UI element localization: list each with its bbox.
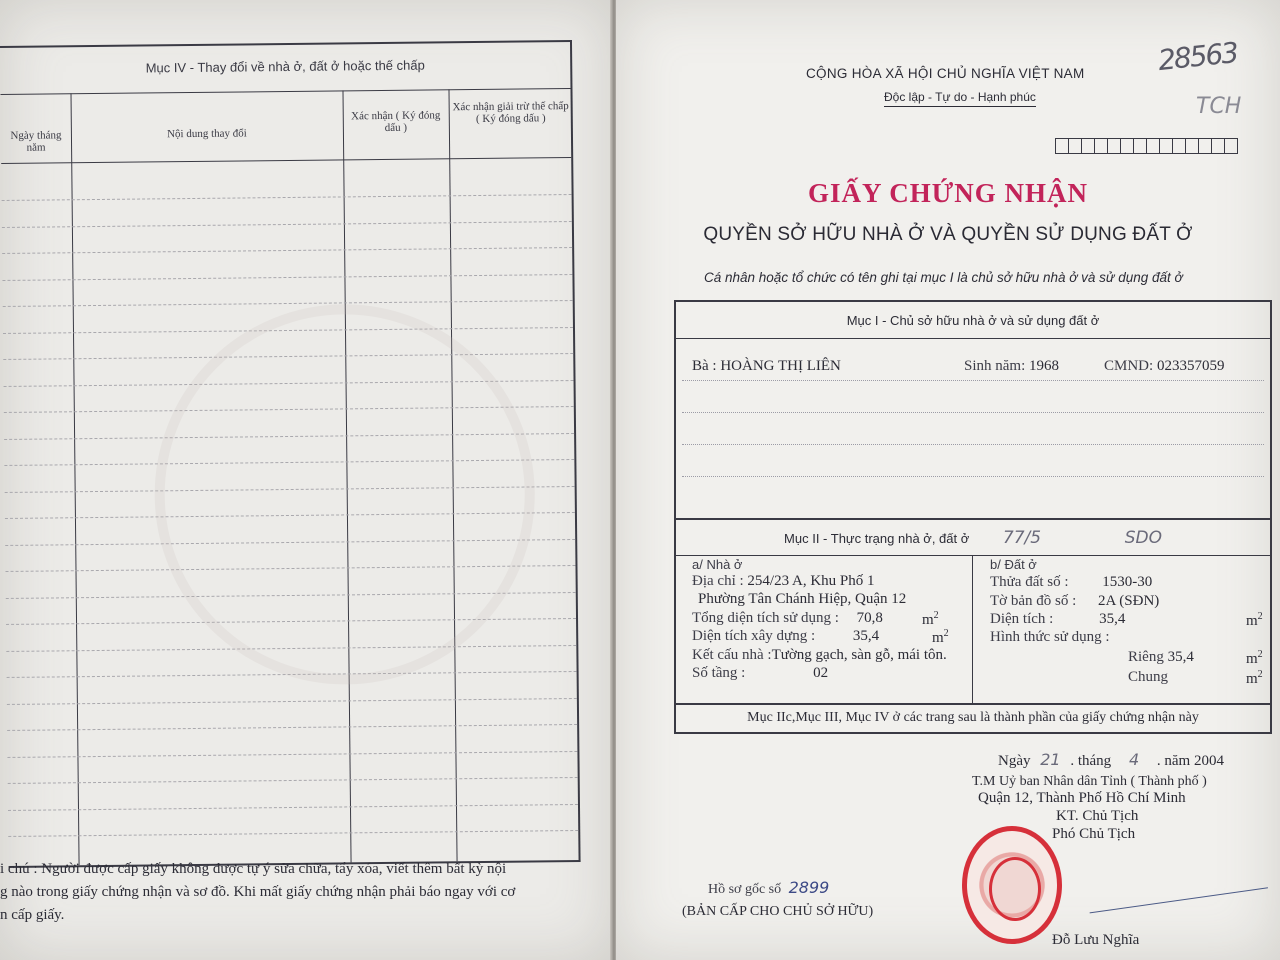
ruled-line: [7, 724, 577, 731]
land-area: 35,4: [1099, 611, 1126, 627]
left-page: [0, 0, 612, 960]
private-label: Riêng: [1128, 649, 1164, 665]
column-header-mortgage-release: Xác nhận giải trừ thế chấp ( Ký đóng dấu ): [452, 100, 569, 126]
column-divider: [70, 93, 79, 865]
ruled-line: [8, 830, 578, 837]
certificate-title: GIẤY CHỨNG NHẬN: [808, 178, 1088, 208]
record-number: Hồ sơ gốc số 2899: [708, 878, 830, 897]
section-property: Mục II - Thực trạng nhà ở, đất ở 77/5 SDO a/ Nhà ở Địa chỉ : 254/23 A, Khu Phố 1 Phường Tân Chánh Hiệp, Quận 12 Tổng diện tích sử dụng : 70,8 $m^2$ Diện tích xây dựng : 35,4 $m^2$ Kết cấu nhà :Tường gạch, sàn gỗ, mái tôn. Số tầng : 02 b/ Đất ở Thửa đất số : 1530-30 Tờ bản đồ số : 2A (SĐN) Diện tích : 35,4 $m^2$ Hình thức sử dụng : Riêng 35,4 $m^2$ Chung $m^2$: [674, 519, 1272, 705]
total-area: 70,8: [856, 610, 883, 626]
ruled-line: [8, 777, 578, 784]
issue-month: 4: [1128, 750, 1140, 769]
built-area-label: Diện tích xây dựng :: [692, 628, 816, 644]
house-heading: a/ Nhà ở: [692, 557, 743, 572]
serial-box: [1185, 138, 1199, 154]
ruled-lines: [0, 42, 570, 48]
floors-label: Số tầng :: [692, 665, 746, 681]
section-i-header: Mục I - Chủ sở hữu nhà ở và sử dụng đất ở: [676, 302, 1270, 339]
shared-label: Chung: [1128, 669, 1169, 685]
floors: 02: [813, 665, 829, 681]
serial-box: [1107, 138, 1121, 154]
national-motto: Độc lập - Tự do - Hạnh phúc: [884, 90, 1036, 107]
serial-box: [1198, 138, 1212, 154]
ruled-line: [7, 697, 577, 704]
private-area: 35,4: [1167, 649, 1194, 665]
address-line-1: 254/23 A, Khu Phố 1: [747, 573, 875, 589]
serial-number-boxes: [1056, 138, 1238, 154]
ruled-line: [2, 194, 572, 201]
note-line: g nào trong giấy chứng nhận và sơ đồ. Khi mất giấy chứng nhận phải báo ngay với cơ: [0, 884, 516, 900]
parcel-label: Thửa đất số :: [990, 574, 1069, 590]
serial-box: [1081, 138, 1095, 154]
column-header-content: Nội dung thay đổi: [166, 127, 247, 141]
column-divider: [972, 555, 973, 703]
serial-box: [1224, 138, 1238, 154]
owner-name: Bà : HOÀNG THỊ LIÊN: [692, 358, 841, 374]
ruled-line: [2, 247, 572, 254]
signatory-name: Đỗ Lưu Nghĩa: [1052, 932, 1140, 948]
copy-note: (BẢN CẤP CHO CHỦ SỞ HỮU): [682, 904, 874, 919]
built-area: 35,4: [852, 628, 880, 644]
signature: [1084, 848, 1268, 914]
handwritten-mark: TCH: [1196, 94, 1242, 119]
birth-year: 1968: [1029, 358, 1060, 374]
right-page: [616, 0, 1280, 960]
serial-box: [1211, 138, 1225, 154]
signatory-line-3: KT. Chủ Tịch: [1056, 808, 1139, 824]
map-number: 2A (SĐN): [1098, 593, 1160, 609]
section-ii-header: [676, 519, 1270, 556]
total-area-label: Tổng diện tích sử dụng :: [692, 610, 839, 626]
watermark-seal: [153, 302, 537, 686]
serial-box: [1094, 138, 1108, 154]
column-header-confirmation: Xác nhận ( Ký đóng dấu ): [351, 109, 441, 134]
serial-box: [1068, 138, 1082, 154]
id-label: CMND:: [1104, 358, 1154, 374]
serial-box: [1120, 138, 1134, 154]
intro-text: Cá nhân hoặc tổ chức có tên ghi tại mục I là chủ sở hữu nhà ở và sử dụng đất ở: [704, 270, 1183, 285]
birth-year-label: Sinh năm:: [964, 358, 1026, 374]
serial-box: [1172, 138, 1186, 154]
nation-heading: CỘNG HÒA XÃ HỘI CHỦ NGHĨA VIỆT NAM: [806, 66, 1085, 81]
signatory-line-1: T.M Uỷ ban Nhân dân Tỉnh ( Thành phố ): [972, 774, 1207, 789]
ruled-line: [8, 803, 578, 810]
map-label: Tờ bản đồ số :: [990, 593, 1077, 609]
column-header-date: Ngày tháng năm: [10, 129, 62, 154]
change-log-table: [0, 40, 581, 868]
record-number-value: 2899: [788, 878, 830, 897]
issue-year: 2004: [1193, 753, 1224, 769]
structure-label: Kết cấu nhà :: [692, 647, 772, 663]
note-line: n cấp giấy.: [0, 907, 65, 923]
signatory-line-4: Phó Chủ Tịch: [1052, 826, 1136, 842]
section-ii-title: Mục II - Thực trạng nhà ở, đất ở: [784, 531, 970, 546]
serial-box: [1055, 138, 1069, 154]
note-line: i chú : Người được cấp giấy không được tự ý sửa chữa, tẩy xóa, viết thêm bất kỳ nội: [0, 861, 507, 877]
structure: Tường gạch, sàn gỗ, mái tôn.: [771, 647, 947, 663]
table-header: [1, 88, 572, 164]
signatory-line-2: Quận 12, Thành Phố Hồ Chí Minh: [978, 790, 1186, 806]
section-owner: [674, 300, 1272, 520]
serial-box: [1159, 138, 1173, 154]
issue-day: 21: [1040, 750, 1061, 769]
serial-box: [1133, 138, 1147, 154]
handwritten-note: SDO: [1124, 528, 1162, 548]
ruled-line: [2, 221, 572, 228]
handwritten-number: 28563: [1156, 35, 1239, 78]
ruled-line: [7, 750, 577, 757]
issue-date: Ngày 21 . tháng 4 . năm 2004: [998, 750, 1224, 769]
usage-note: [0, 858, 612, 927]
ruled-line: [2, 274, 572, 281]
land-heading: b/ Đất ở: [990, 557, 1037, 572]
ruled-line: [3, 300, 573, 307]
address-line-2: Phường Tân Chánh Hiệp, Quận 12: [698, 591, 907, 607]
usage-label: Hình thức sử dụng :: [990, 629, 1110, 645]
id-number: 023357059: [1156, 358, 1225, 374]
certificate-subtitle: QUYỀN SỞ HỮU NHÀ Ở VÀ QUYỀN SỬ DỤNG ĐẤT Ở: [703, 224, 1193, 245]
handwritten-note: 77/5: [1002, 528, 1042, 548]
address-label: Địa chỉ :: [692, 573, 744, 589]
attachments-note: Mục IIc,Mục III, Mục IV ở các trang sau là thành phần của giấy chứng nhận này: [674, 704, 1272, 734]
serial-box: [1146, 138, 1160, 154]
official-stamp: [962, 826, 1062, 944]
section-iv-title: Mục IV - Thay đổi về nhà ở, đất ở hoặc thế chấp: [145, 57, 425, 76]
land-area-label: Diện tích :: [990, 611, 1054, 627]
parcel-number: 1530-30: [1102, 574, 1153, 590]
